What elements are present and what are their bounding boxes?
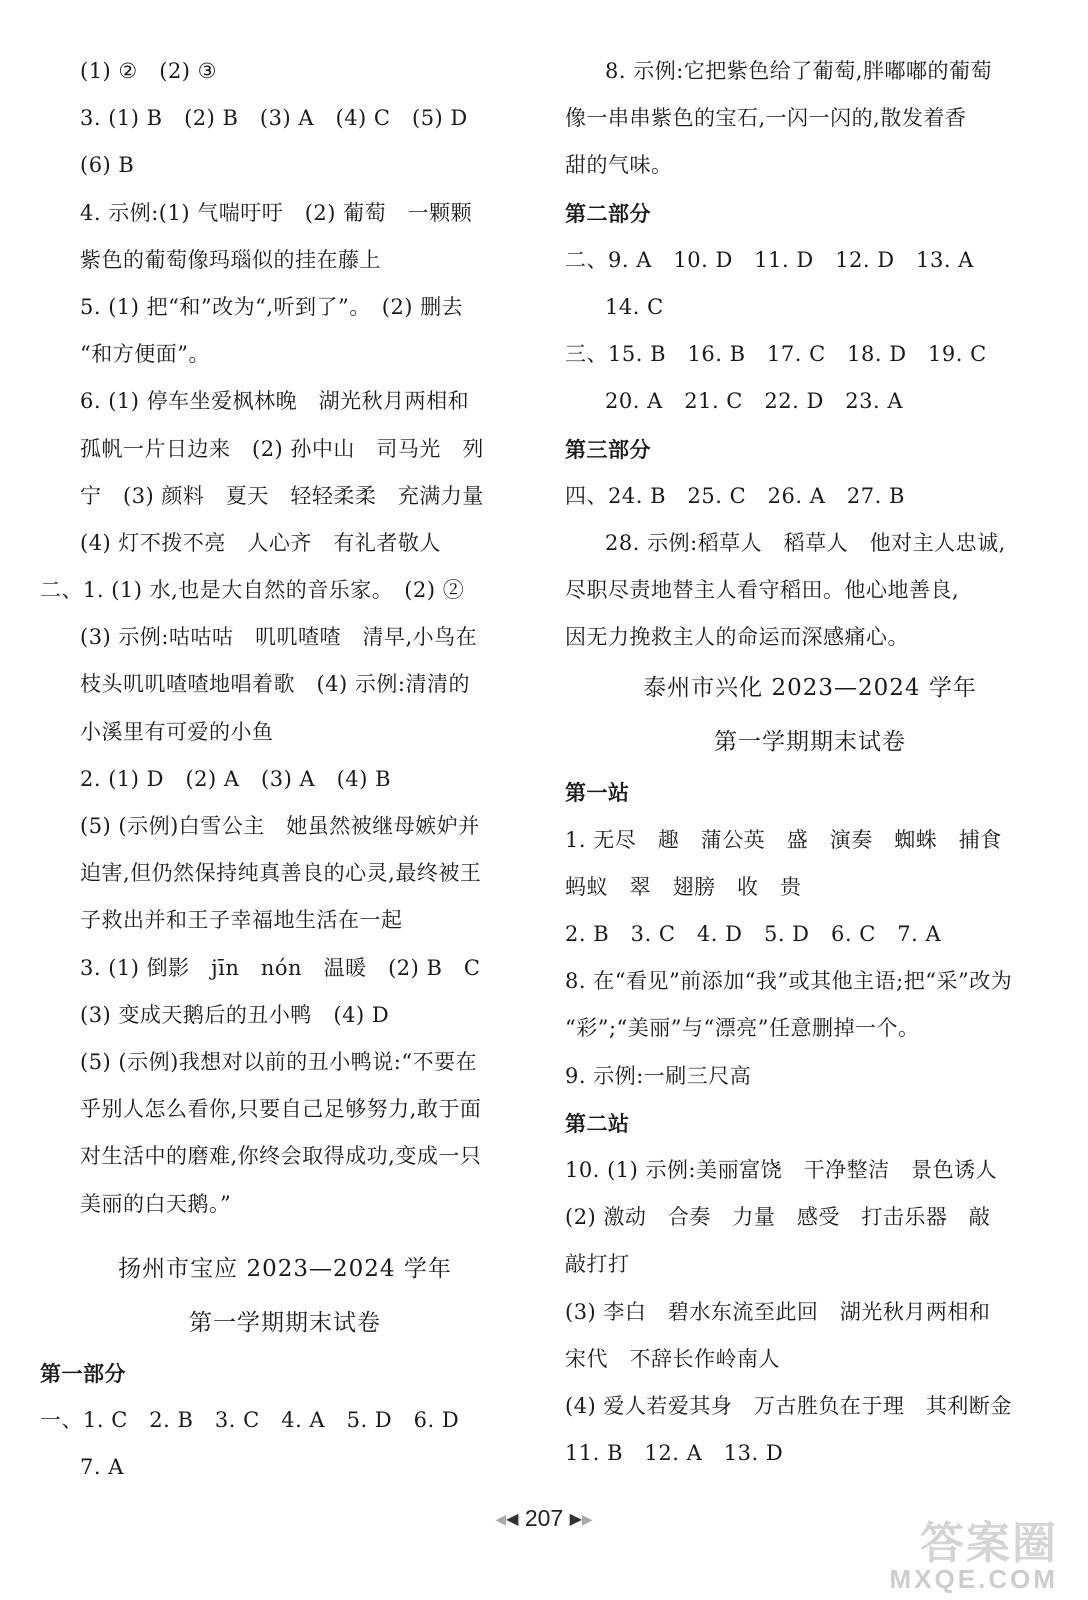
answer-line: 四、24. B 25. C 26. A 27. B	[565, 483, 905, 508]
answer-line: 子救出并和王子幸福地生活在一起	[80, 908, 403, 933]
answer-line: “彩”;“美丽”与“漂亮”任意删掉一个。	[565, 1016, 920, 1041]
answer-line: 3. (1) 倒影 jīn nón 温暖 (2) B C	[80, 955, 481, 980]
answer-line: 8. 在“看见”前添加“我”或其他主语;把“采”改为	[565, 969, 1013, 994]
answer-line: 紫色的葡萄像玛瑙似的挂在藤上	[80, 247, 381, 272]
answer-line: 像一串串紫色的宝石,一闪一闪的,散发着香	[565, 106, 967, 131]
answer-line: 1. 无尽 趣 蒲公英 盛 演奏 蜘蛛 捕食	[565, 827, 1002, 852]
answer-line: (5) (示例)我想对以前的丑小鸭说:“不要在	[80, 1049, 478, 1074]
watermark	[889, 1519, 1058, 1594]
answer-line: “和方便面”。	[80, 342, 210, 367]
answer-line: 7. A	[80, 1455, 124, 1480]
prev-arrow-icon: ◀	[506, 1511, 519, 1528]
answer-line: 5. (1) 把“和”改为“,听到了”。 (2) 删去	[80, 294, 464, 319]
prev-light-arrow-icon: ◀	[495, 1511, 507, 1527]
answer-line: (3) 变成天鹅后的丑小鸭 (4) D	[80, 1002, 390, 1027]
answer-line: (2) 激动 合奏 力量 感受 打击乐器 敲	[565, 1205, 991, 1230]
answer-line: 迫害,但仍然保持纯真善良的心灵,最终被王	[80, 861, 482, 886]
answer-line: 孤帆一片日边来 (2) 孙中山 司马光 列	[80, 436, 484, 461]
answer-line: (4) 灯不拨不亮 人心齐 有礼者敬人	[80, 530, 441, 555]
answer-line: (4) 爱人若爱其身 万古胜负在于理 其利断金	[565, 1393, 1012, 1418]
answer-line: 一、1. C 2. B 3. C 4. A 5. D 6. D	[40, 1407, 460, 1432]
answer-line: 28. 示例:稻草人 稻草人 他对主人忠诚,	[605, 530, 1006, 555]
answer-line: (3) 李白 碧水东流至此回 湖光秋月两相和	[565, 1299, 991, 1324]
answer-line: 2. B 3. C 4. D 5. D 6. C 7. A	[565, 922, 942, 946]
answer-line: 二、9. A 10. D 11. D 12. D 13. A	[565, 247, 974, 272]
left-column	[40, 48, 530, 1491]
answer-line: 敲打打	[565, 1252, 630, 1277]
section-heading: 第二站	[565, 1110, 630, 1136]
answer-line: 美丽的白天鹅。”	[80, 1191, 232, 1216]
watermark-url: MXQE.COM	[889, 1564, 1058, 1594]
answer-line: 2. (1) D (2) A (3) A (4) B	[80, 766, 391, 791]
answer-line: (1) ② (2) ③	[80, 59, 217, 83]
exam-title: 泰州市兴化 2023—2024 学年	[643, 675, 977, 702]
watermark-logo-text: 答案圈	[920, 1519, 1058, 1568]
answer-line: 14. C	[605, 294, 664, 319]
section-heading: 第一部分	[40, 1360, 126, 1386]
answer-line: (5) (示例)白雪公主 她虽然被继母嫉妒并	[80, 814, 480, 838]
answer-line: 9. 示例:一刷三尺高	[565, 1063, 752, 1088]
answer-line: 因无力挽救主人的命运而深感痛心。	[565, 625, 909, 650]
exam-subtitle: 第一学期期末试卷	[189, 1309, 381, 1336]
next-light-arrow-icon: ▶	[581, 1511, 593, 1527]
answer-line: 10. (1) 示例:美丽富饶 干净整洁 景色诱人	[565, 1157, 998, 1182]
answer-line: 11. B 12. A 13. D	[565, 1441, 784, 1466]
answer-line: 枝头叽叽喳喳地唱着歌 (4) 示例:清清的	[80, 672, 470, 697]
exam-subtitle: 第一学期期末试卷	[714, 729, 906, 756]
answer-line: 尽职尽责地替主人看守稻田。他心地善良,	[565, 578, 960, 603]
page-number: 207	[524, 1505, 564, 1531]
answer-line: 甜的气味。	[565, 153, 673, 178]
answer-line: 3. (1) B (2) B (3) A (4) C (5) D	[80, 106, 468, 131]
section-heading: 第二部分	[565, 200, 651, 226]
answer-line: (6) B	[80, 153, 135, 178]
answer-line: 对生活中的磨难,你终会取得成功,变成一只	[80, 1144, 482, 1169]
section-heading: 第三部分	[565, 436, 651, 462]
answer-line: (3) 示例:咕咕咕 叽叽喳喳 清早,小鸟在	[80, 625, 478, 650]
answer-line: 宁 (3) 颜料 夏天 轻轻柔柔 充满力量	[80, 483, 484, 508]
answer-line: 二、1. (1) 水,也是大自然的音乐家。 (2) ②	[40, 578, 465, 603]
next-arrow-icon: ▶	[569, 1511, 582, 1528]
answer-line: 三、15. B 16. B 17. C 18. D 19. C	[565, 342, 987, 367]
answer-line: 4. 示例:(1) 气喘吁吁 (2) 葡萄 一颗颗	[80, 200, 473, 225]
exam-title: 扬州市宝应 2023—2024 学年	[118, 1255, 452, 1282]
answer-line: 宋代 不辞长作岭南人	[565, 1346, 780, 1371]
answer-line: 8. 示例:它把紫色给了葡萄,胖嘟嘟的葡萄	[605, 59, 992, 83]
right-column	[565, 48, 1055, 1477]
answer-line: 蚂蚁 翠 翅膀 收 贵	[565, 874, 802, 899]
answer-line: 乎别人怎么看你,只要自己足够努力,敢于面	[80, 1097, 482, 1122]
answer-line: 20. A 21. C 22. D 23. A	[605, 389, 904, 414]
answer-line: 6. (1) 停车坐爱枫林晚 湖光秋月两相和	[80, 389, 470, 414]
section-heading: 第一站	[565, 780, 630, 806]
answer-line: 小溪里有可爱的小鱼	[80, 719, 274, 744]
